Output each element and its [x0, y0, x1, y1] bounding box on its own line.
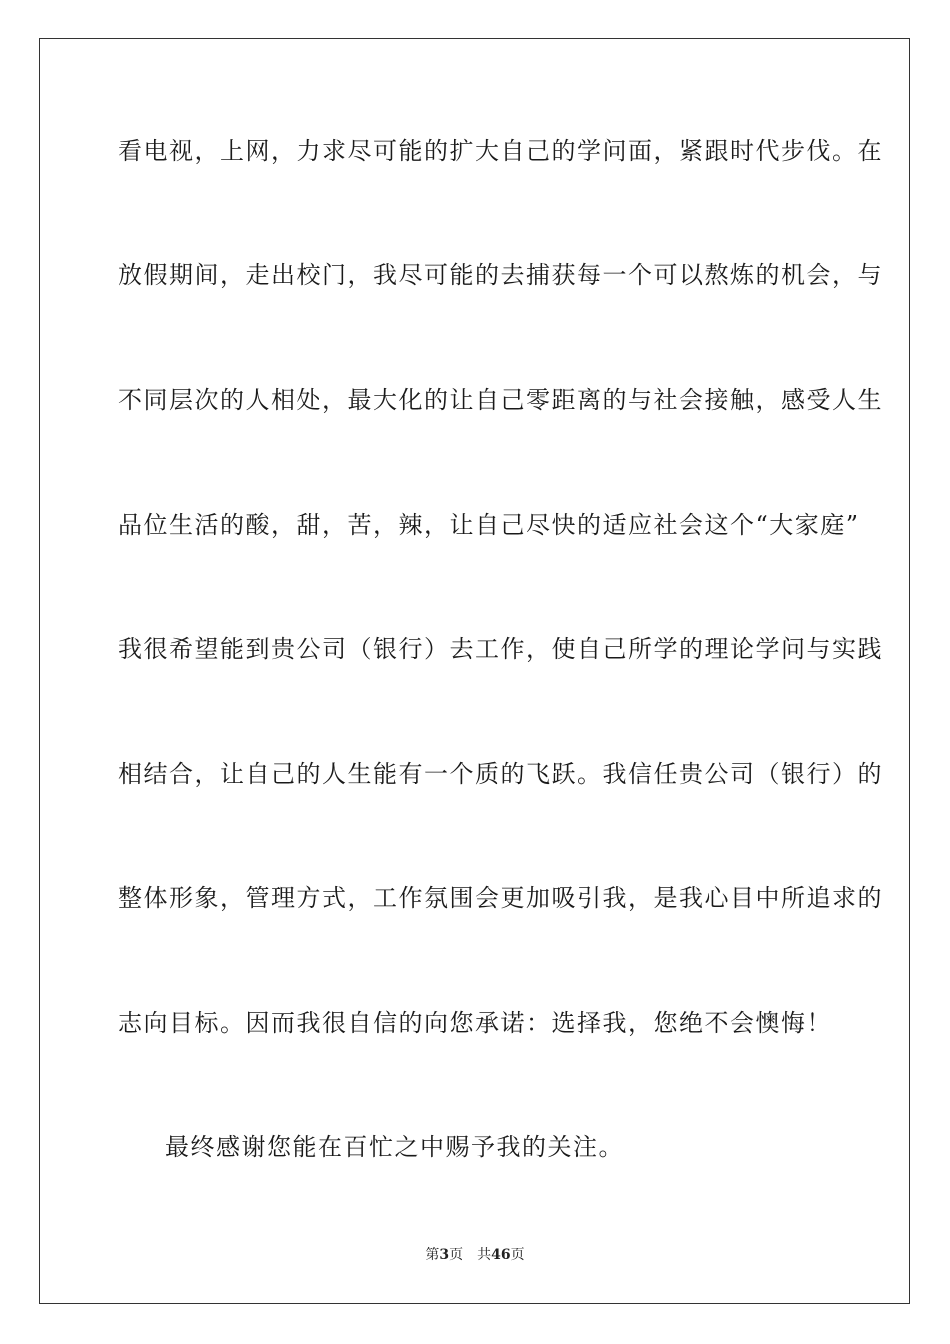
footer-total-suffix: 页	[510, 1247, 525, 1263]
body-line-4: 品位生活的酸，甜，苦，辣，让自己尽快的适应社会这个“大家庭”	[118, 511, 860, 539]
footer-total-pages: 46	[491, 1247, 511, 1263]
footer-page-prefix: 第	[425, 1247, 440, 1263]
closing-line: 最终感谢您能在百忙之中赐予我的关注。	[165, 1133, 624, 1161]
body-line-2: 放假期间，走出校门，我尽可能的去捕获每一个可以熬炼的机会，与	[118, 261, 883, 289]
footer-page-number: 3	[439, 1247, 450, 1263]
body-line-7: 整体形象，管理方式，工作氛围会更加吸引我，是我心目中所追求的	[118, 884, 883, 912]
footer-total-prefix: 共	[477, 1247, 492, 1263]
body-line-8: 志向目标。因而我很自信的向您承诺：选择我，您绝不会懊悔！	[118, 1009, 832, 1037]
body-line-1: 看电视，上网，力求尽可能的扩大自己的学问面，紧跟时代步伐。在	[118, 137, 883, 165]
body-line-5: 我很希望能到贵公司（银行）去工作，使自己所学的理论学问与实践	[118, 635, 883, 663]
page-border	[39, 38, 910, 1304]
body-line-3: 不同层次的人相处，最大化的让自己零距离的与社会接触，感受人生	[118, 386, 883, 414]
footer-page-suffix: 页	[449, 1247, 464, 1263]
page-footer	[0, 1246, 950, 1264]
body-line-6: 相结合，让自己的人生能有一个质的飞跃。我信任贵公司（银行）的	[118, 760, 883, 788]
